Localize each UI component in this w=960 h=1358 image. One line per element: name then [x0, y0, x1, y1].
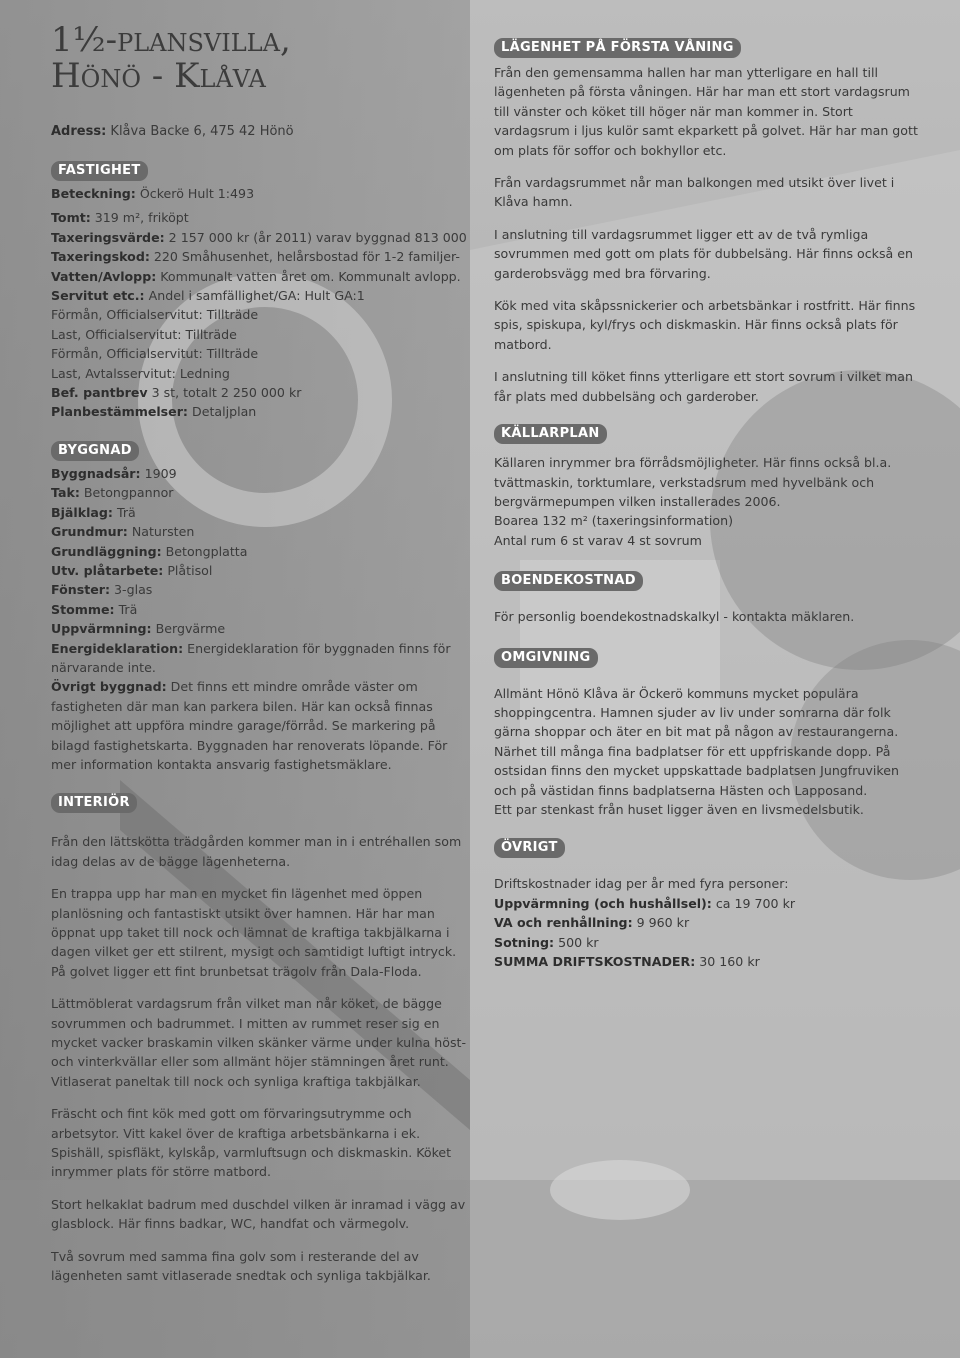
right-column: [494, 36, 924, 971]
row-label: Energideklaration:: [51, 640, 184, 656]
fastighet-row: [51, 267, 471, 286]
page-title: [51, 22, 471, 94]
other-heading: ÖVRIGT: [494, 838, 565, 858]
byggnad-row: [51, 522, 471, 541]
title-line-1: 1½-plansvilla,: [51, 20, 291, 60]
first-floor-section: [494, 36, 924, 406]
surroundings-line: Ett par stenkast från huset ligger även en livsmedelsbutik.: [494, 801, 864, 817]
fastighet-row: [51, 228, 471, 247]
row-value: Kommunalt vatten året om. Kommunalt avlopp.: [160, 268, 461, 284]
interior-paragraph: Två sovrum med samma fina golv som i resterande del av lägenheten samt vitlaserade snedtak och synliga takbjälkar.: [51, 1248, 431, 1284]
address: [51, 124, 471, 140]
interior-heading: INTERIÖR: [51, 793, 137, 813]
row-label: Sotning:: [494, 934, 555, 950]
row-label: Uppvärmning (och hushållsel):: [494, 895, 712, 911]
row-value: 1909: [144, 465, 177, 481]
basement-line: Källaren inrymmer bra förrådsmöjligheter. Här finns också bl.a. tvättmaskin, torktumlare, verkstadsrum med hyvelbänk och bergvärmepumpen vilken installerades 2006.: [494, 455, 892, 509]
row-value: Öckerö Hult 1:493: [139, 186, 255, 201]
row-label: Vatten/Avlopp:: [51, 268, 157, 284]
other-intro: Driftskostnader idag per år med fyra personer:: [494, 876, 789, 892]
surroundings-line: Allmänt Hönö Klåva är Öckerö kommuns mycket populära shoppingcentra. Hamnen sjuder av liv under somrarna där folk gärna shoppar och äter en bit mat på någon av restaurangerna. Närhet till många fina badplatser för ett uppfriskande dopp. På ostsidan finns den mycket uppskattade badplatsen Jungfruviken och på västidan finns badplatserna Hästen och Lapposand.: [494, 685, 899, 798]
fastighet-row: [51, 402, 471, 421]
title-line-2: Hönö - Klåva: [51, 56, 266, 96]
cost-row: [494, 933, 924, 952]
row-value: Förmån, Officialservitut: Tillträde: [51, 307, 259, 323]
row-label: Tomt:: [51, 210, 91, 226]
fastighet-heading: FASTIGHET: [51, 161, 148, 181]
first-floor-paragraph: Från den gemensamma hallen har man ytterligare en hall till lägenheten på första våningen. Här har man ett stort vardagsrum till vänster och köket till höger när man kommer in. Stort vardagsrum i ljus kulör samt ekparkett på golvet. Här har man gott om plats för soffor och bokhyllor etc.: [494, 65, 918, 158]
interior-paragraph: Fräscht och fint kök med gott om förvaringsutrymme och arbetsytor. Vitt kakel över de kraftiga arbetsbänkarna i ek. Spishäll, spisfläkt, kylskåp, varmluftsugn och diskmaskin. Köket inrymmer plats för större matbord.: [51, 1106, 452, 1180]
row-label: SUMMA DRIFTSKOSTNADER:: [494, 954, 696, 969]
cost-row: [494, 952, 924, 971]
row-value: 3-glas: [114, 582, 153, 598]
cost-heading: BOENDEKOSTNAD: [494, 571, 643, 591]
row-value: 2 157 000 kr (år 2011) varav byggnad 813 000: [168, 229, 467, 245]
row-value: Last, Avtalsservitut: Ledning: [51, 365, 230, 381]
row-label: Grundmur:: [51, 524, 128, 540]
first-floor-paragraph: Kök med vita skåpssnickerier och arbetsbänkar i rostfritt. Här finns spis, spiskupa, kyl/frys och diskmaskin. Här finns också plats för matbord.: [494, 298, 916, 352]
address-label: Adress:: [51, 124, 107, 139]
row-label: Tak:: [51, 485, 80, 501]
row-value: 319 m², friköpt: [94, 210, 189, 226]
row-value: Bergvärme: [155, 621, 226, 637]
fastighet-row: [51, 247, 471, 266]
row-value: Plåtisol: [167, 562, 213, 578]
first-floor-paragraph: I anslutning till vardagsrummet ligger ett av de två rymliga sovrummen med gott om plats för dubbelsäng. Här finns också en garderobsvägg med bra förvaring.: [494, 226, 913, 281]
byggnad-row: [51, 561, 471, 580]
fastighet-row: [51, 286, 471, 305]
interior-paragraph: Stort helkaklat badrum med duschdel vilken är inramad i vägg av glasblock. Här finns badkar, WC, handfat och värmegolv.: [51, 1196, 466, 1232]
row-label: Byggnadsår:: [51, 465, 141, 481]
address-value: Klåva Backe 6, 475 42 Hönö: [110, 124, 294, 139]
fastighet-row: [51, 383, 471, 402]
row-value: 9 960 kr: [636, 915, 690, 931]
interior-paragraph: Från den lättskötta trädgården kommer man in i entréhallen som idag delas av de bägge lägenheterna.: [51, 834, 462, 869]
interior-paragraph: Lättmöblerat vardagsrum från vilket man når köket, de bägge sovrummen och badrummet. I mitten av rummet reser sig en mycket vacker braskamin vilken skänker värme under kulna höst- och vinterkvällar eller som allmänt höjer stämningen året runt. Vitlaserat paneltak till nock och synliga kraftiga takbjälkar.: [51, 996, 467, 1089]
row-value: ca 19 700 kr: [715, 895, 796, 911]
basement-heading: KÄLLARPLAN: [494, 424, 607, 444]
byggnad-row: [51, 677, 471, 774]
row-value: Betongpannor: [83, 485, 174, 501]
row-label: Uppvärmning:: [51, 621, 152, 637]
byggnad-row: [51, 542, 471, 561]
byggnad-row: [51, 483, 471, 502]
row-label: Utv. plåtarbete:: [51, 562, 164, 578]
row-value: Trä: [117, 504, 136, 520]
byggnad-heading: BYGGNAD: [51, 441, 139, 461]
row-label: Bef. pantbrev: [51, 385, 148, 401]
byggnad-row: [51, 464, 471, 483]
row-label: VA och renhållning:: [494, 915, 633, 931]
basement-line: Antal rum 6 st varav 4 st sovrum: [494, 532, 702, 548]
first-floor-paragraph: Från vardagsrummet når man balkongen med utsikt över livet i Klåva hamn.: [494, 175, 895, 210]
row-label: Taxeringskod:: [51, 249, 150, 265]
fastighet-section: [51, 159, 471, 422]
row-value: 3 st, totalt 2 250 000 kr: [151, 385, 302, 401]
surroundings-heading: OMGIVNING: [494, 648, 598, 668]
row-label: Planbestämmelser:: [51, 404, 188, 420]
row-value: Det finns ett mindre område väster om fastigheten där man kan parkera bilen. Här kan också finnas möjlighet att uppföra mindre garage/förråd. Se markering på bilagd fastighetskarta. Byggnaden har renoverats löpande. För mer information kontakta ansvarig fastighetsmäklare.: [51, 679, 448, 772]
interior-section: [51, 791, 471, 1285]
byggnad-row: [51, 619, 471, 638]
cost-text: För personlig boendekostnadskalkyl - kontakta mäklaren.: [494, 609, 855, 625]
byggnad-row: [51, 503, 471, 522]
other-section: [494, 836, 924, 971]
basement-line: Boarea 132 m² (taxeringsinformation): [494, 513, 733, 529]
row-label: Beteckning:: [51, 186, 136, 201]
row-value: 500 kr: [558, 934, 599, 950]
row-label: Övrigt byggnad:: [51, 679, 167, 695]
row-label: Fönster:: [51, 582, 111, 598]
cost-section: [494, 569, 924, 626]
basement-section: [494, 422, 924, 550]
row-value: Förmån, Officialservitut: Tillträde: [51, 346, 259, 362]
left-column: [51, 22, 471, 1286]
row-value: Trä: [118, 601, 138, 617]
fastighet-row: [51, 325, 471, 344]
row-label: Taxeringsvärde:: [51, 229, 165, 245]
byggnad-row: [51, 580, 471, 599]
byggnad-section: [51, 439, 471, 775]
row-value: Betongplatta: [165, 543, 248, 559]
row-value: 30 160 kr: [699, 954, 760, 969]
cost-row: [494, 894, 924, 913]
fastighet-row: [51, 184, 471, 203]
byggnad-row: [51, 600, 471, 619]
row-value: 220 Småhusenhet, helårsbostad för 1-2 familjer-: [153, 249, 460, 265]
interior-paragraph: En trappa upp har man en mycket fin lägenhet med öppen planlösning och fantastiskt utsikt över hamnen. Här har man öppnat upp taket till nock och lämnat de kraftiga takbjälkarna i dagen vilket ger ett stilrent, mysigt och samtidigt luftigt intryck. På golvet ligger ett fint brunbetsat trägolv från Dala-Floda.: [51, 886, 457, 979]
cost-row: [494, 913, 924, 932]
fastighet-row: [51, 364, 471, 383]
row-label: Stomme:: [51, 601, 115, 617]
fastighet-row: [51, 305, 471, 324]
row-value: Detaljplan: [192, 404, 257, 420]
row-value: Last, Officialservitut: Tillträde: [51, 326, 237, 342]
row-value: Energideklaration för byggnaden finns för närvarande inte.: [51, 640, 451, 675]
row-label: Grundläggning:: [51, 543, 162, 559]
first-floor-paragraph: I anslutning till köket finns ytterligare ett stort sovrum i vilket man får plats med dubbelsäng och garderober.: [494, 369, 914, 404]
row-label: Bjälklag:: [51, 504, 113, 520]
first-floor-heading: LÄGENHET PÅ FÖRSTA VÅNING: [494, 38, 741, 58]
row-value: Andel i samfällighet/GA: Hult GA:1: [148, 288, 365, 304]
surroundings-section: [494, 646, 924, 820]
row-label: Servitut etc.:: [51, 288, 145, 304]
fastighet-row: [51, 344, 471, 363]
byggnad-row: [51, 639, 471, 678]
fastighet-row: [51, 208, 471, 227]
row-value: Natursten: [131, 524, 195, 540]
